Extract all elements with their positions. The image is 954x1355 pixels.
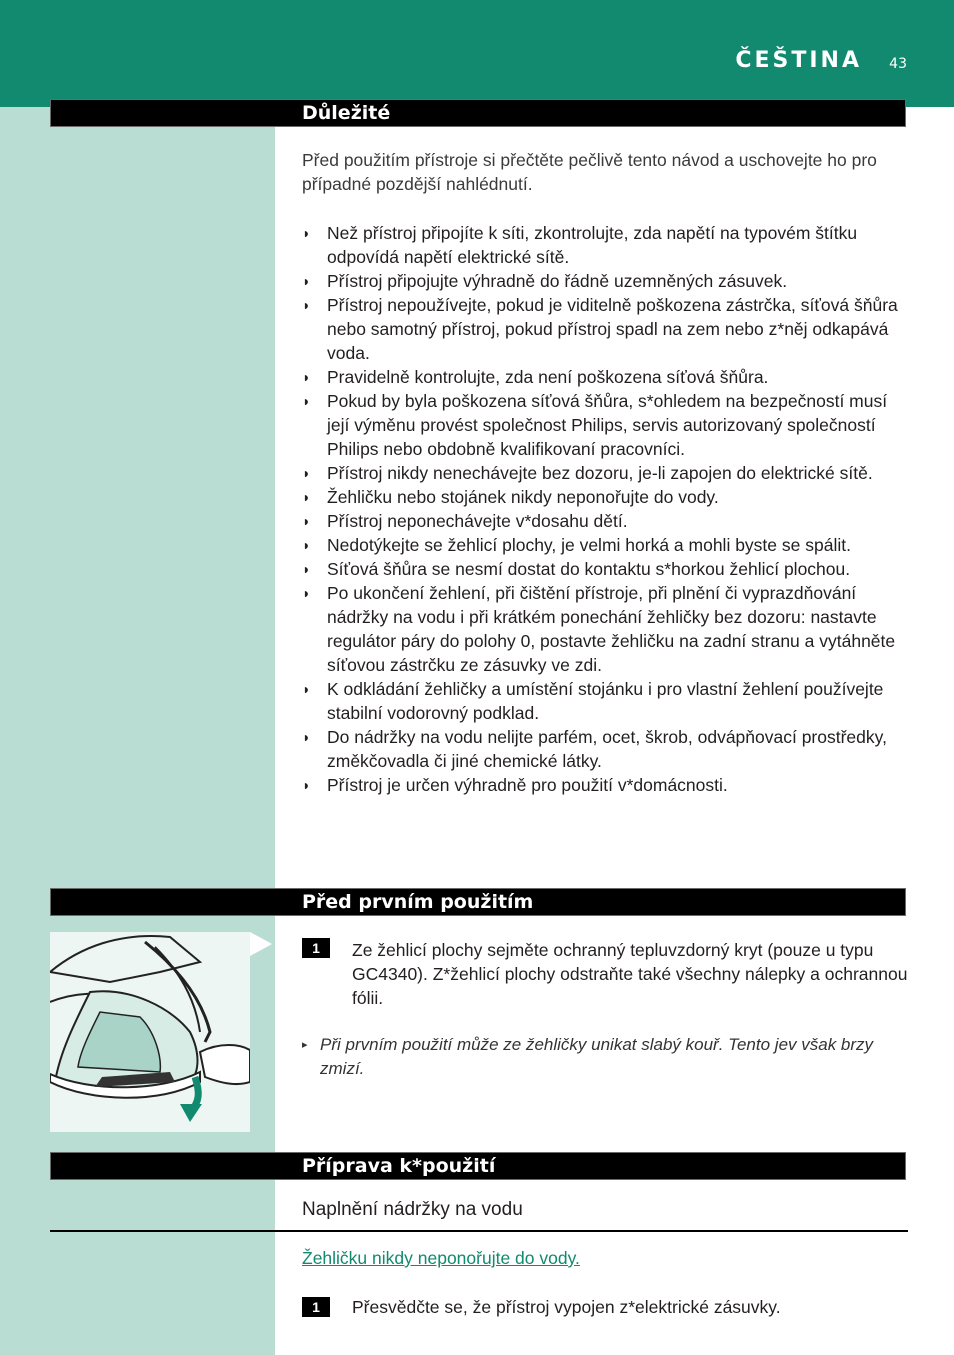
- bullet-icon: ◗: [302, 489, 311, 505]
- list-item: ◗ K odkládání žehličky a umístění stojánku i pro vlastní žehlení používejte stabilní vodorovný podklad.: [302, 679, 884, 723]
- list-item: ◗ Než přístroj připojíte k síti, zkontrolujte, zda napětí na typovém štítku odpovídá napětí elektrické sítě.: [302, 223, 858, 267]
- list-item: ◗ Po ukončení žehlení, při čištění přístroje, při plnění či vyprazdňování nádržky na vodu i při krátkém ponechání žehličky bez dozoru: nastavte regulátor páry do polohy 0, postavte žehličku na zadní stranu a vytáhněte síťovou zástrčku ze zásuvky ve zdi.: [302, 583, 896, 675]
- bullet-icon: ◗: [302, 729, 311, 745]
- bullet-icon: ◗: [302, 513, 311, 529]
- bullet-icon: ◗: [302, 225, 311, 241]
- iron-drawing-icon: [50, 932, 250, 1132]
- bullet-icon: ◗: [302, 297, 311, 313]
- section-heading-first-use: [50, 888, 906, 916]
- safety-list: [302, 221, 908, 797]
- bullet-icon: ◗: [302, 369, 311, 385]
- step-number: 1: [302, 938, 330, 958]
- list-item: ◗ Pokud by byla poškozena síťová šňůra, s*ohledem na bezpečností musí její výměnu provést společnost Philips, servis autorizovaný společností Philips nebo obdobně kvalifikovaní pracovníci.: [302, 391, 888, 459]
- list-item: ◗ Přístroj neponechávejte v*dosahu dětí.: [302, 511, 628, 531]
- iron-illustration: [50, 932, 250, 1132]
- step-text: Ze žehlicí plochy sejměte ochranný tepluvzdorný kryt (pouze u typu GC4340). Z*žehlicí plochy odstraňte také všechny nálepky a ochrannou fólii.: [352, 940, 908, 1008]
- bullet-icon: ◗: [302, 561, 311, 577]
- bullet-icon: ◗: [302, 537, 311, 553]
- warning-text: Žehličku nikdy neponořujte do vody.: [302, 1248, 580, 1268]
- section-heading-important: [50, 99, 906, 127]
- section-title: Příprava k*použití: [302, 1155, 496, 1177]
- list-item: ◗ Přístroj připojujte výhradně do řádně uzemněných zásuvek.: [302, 271, 788, 291]
- bullet-icon: ◗: [302, 465, 311, 481]
- list-item: ◗ Do nádržky na vodu nelijte parfém, ocet, škrob, odvápňovací prostředky, změkčovadla či jiné chemické látky.: [302, 727, 887, 771]
- section-title: Důležité: [302, 102, 391, 124]
- section-title: Před prvním použitím: [302, 891, 534, 913]
- list-item: ◗ Přístroj nikdy nenechávejte bez dozoru, je-li zapojen do elektrické sítě.: [302, 463, 873, 483]
- page-number: 43: [889, 56, 907, 72]
- divider: [50, 1230, 908, 1232]
- bullet-icon: ◗: [302, 273, 311, 289]
- list-item: ◗ Síťová šňůra se nesmí dostat do kontaktu s*horkou žehlicí plochou.: [302, 559, 851, 579]
- list-item: ◗ Přístroj nepoužívejte, pokud je viditelně poškozena zástrčka, síťová šňůra nebo samotný přístroj, pokud přístroj spadl na zem nebo z*něj odkapává voda.: [302, 295, 898, 363]
- tip-text: Při prvním použití může ze žehličky unikat slabý kouř. Tento jev však brzy zmizí.: [320, 1035, 874, 1078]
- bullet-icon: ◗: [302, 777, 311, 793]
- bullet-icon: ◗: [302, 585, 311, 601]
- list-item: ◗ Žehličku nebo stojánek nikdy neponořujte do vody.: [302, 487, 719, 507]
- list-item: ◗ Pravidelně kontrolujte, zda není poškozena síťová šňůra.: [302, 367, 769, 387]
- section-heading-preparation: [50, 1152, 906, 1180]
- bullet-icon: ◗: [302, 393, 311, 409]
- step-number: 1: [302, 1297, 330, 1317]
- triangle-icon: ▸: [302, 1039, 308, 1051]
- bullet-icon: ◗: [302, 681, 311, 697]
- step-text: Přesvědčte se, že přístroj vypojen z*elektrické zásuvky.: [352, 1297, 781, 1317]
- list-item: ◗ Přístroj je určen výhradně pro použití v*domácnosti.: [302, 775, 728, 795]
- subheading: Naplnění nádržky na vodu: [302, 1199, 523, 1220]
- pointer-arrow: [250, 932, 272, 956]
- intro-paragraph: Před použitím přístroje si přečtěte pečlivě tento návod a uschovejte ho pro případné pozdější nahlédnutí.: [302, 150, 877, 194]
- tip-note: [302, 1033, 908, 1081]
- language-title: ČEŠTINA: [735, 48, 862, 73]
- list-item: ◗ Nedotýkejte se žehlicí plochy, je velmi horká a mohli byste se spálit.: [302, 535, 851, 555]
